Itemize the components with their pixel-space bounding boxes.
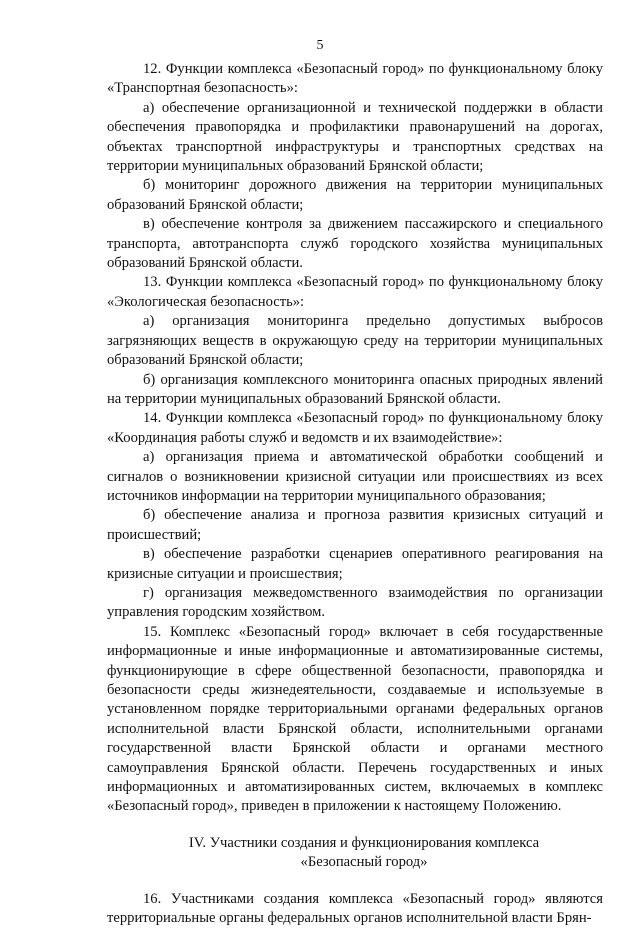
spacer — [107, 817, 603, 834]
paragraph-12b: б) мониторинг дорожного движения на территории муниципальных образований Брянской области; — [107, 177, 603, 213]
paragraph-12c: в) обеспечение контроля за движением пассажирского и специального транспорта, автотранспорта служб городского хозяйства муниципальных образований Брянской области. — [107, 216, 603, 272]
page-number: 5 — [316, 38, 324, 53]
paragraph-15: 15. Комплекс «Безопасный город» включает в себя государственные информационные и иные информационные и автоматизированные системы, функционирующие в сфере общественной безопасности, правопорядка и безопасности среды жизнедеятельности, создаваемые и используемые в установленном порядке территориальными органами федеральных органов исполнительной власти Брянской области, исполнительными органами государственной власти Брянской области и органами местного самоуправления Брянской области. Перечень государственных и иных информационных и автоматизированных систем, включаемых в комплекс «Безопасный город», приведен в приложении к настоящему Положению. — [107, 623, 603, 815]
paragraph-12a: а) обеспечение организационной и технической поддержки в области обеспечения правопорядка и профилактики правонарушений на дорогах, объектах транспортной инфраструктуры и транспортных средствах на территории муниципальных образований Брянской области; — [107, 99, 603, 175]
document-body — [107, 60, 603, 928]
spacer — [107, 873, 603, 890]
section-heading-line-2: «Безопасный город» — [300, 854, 428, 871]
paragraph-13b: б) организация комплексного мониторинга опасных природных явлений на территории муниципальных образований Брянской области. — [107, 371, 603, 407]
paragraph-12: 12. Функции комплекса «Безопасный город» по функциональному блоку «Транспортная безопасность»: — [107, 61, 603, 97]
paragraph-14b: б) обеспечение анализа и прогноза развития кризисных ситуаций и происшествий; — [107, 507, 603, 543]
paragraph-14d: г) организация межведомственного взаимодействия по организации управления городским хозяйством. — [107, 584, 603, 621]
paragraph-14: 14. Функции комплекса «Безопасный город» по функциональному блоку «Координация работы служб и ведомств и их взаимодействие»: — [107, 410, 603, 446]
paragraph-14a: а) организация приема и автоматической обработки сообщений и сигналов о возникновении кризисной ситуации или происшествиях из всех источников информации на территории муниципального образования; — [107, 449, 603, 504]
paragraph-16: 16. Участниками создания комплекса «Безопасный город» являются территориальные органы федеральных органов исполнительной власти Брян- — [107, 890, 603, 927]
section-heading — [107, 834, 603, 873]
paragraph-13: 13. Функции комплекса «Безопасный город» по функциональному блоку «Экологическая безопасность»: — [107, 274, 603, 310]
paragraph-13a: а) организация мониторинга предельно допустимых выбросов загрязняющих веществ в окружающую среду на территории муниципальных образований Брянской области; — [107, 313, 603, 369]
section-heading-line-1: IV. Участники создания и функционирования комплекса — [188, 834, 540, 851]
paragraph-14c: в) обеспечение разработки сценариев оперативного реагирования на кризисные ситуации и происшествия; — [107, 546, 603, 582]
